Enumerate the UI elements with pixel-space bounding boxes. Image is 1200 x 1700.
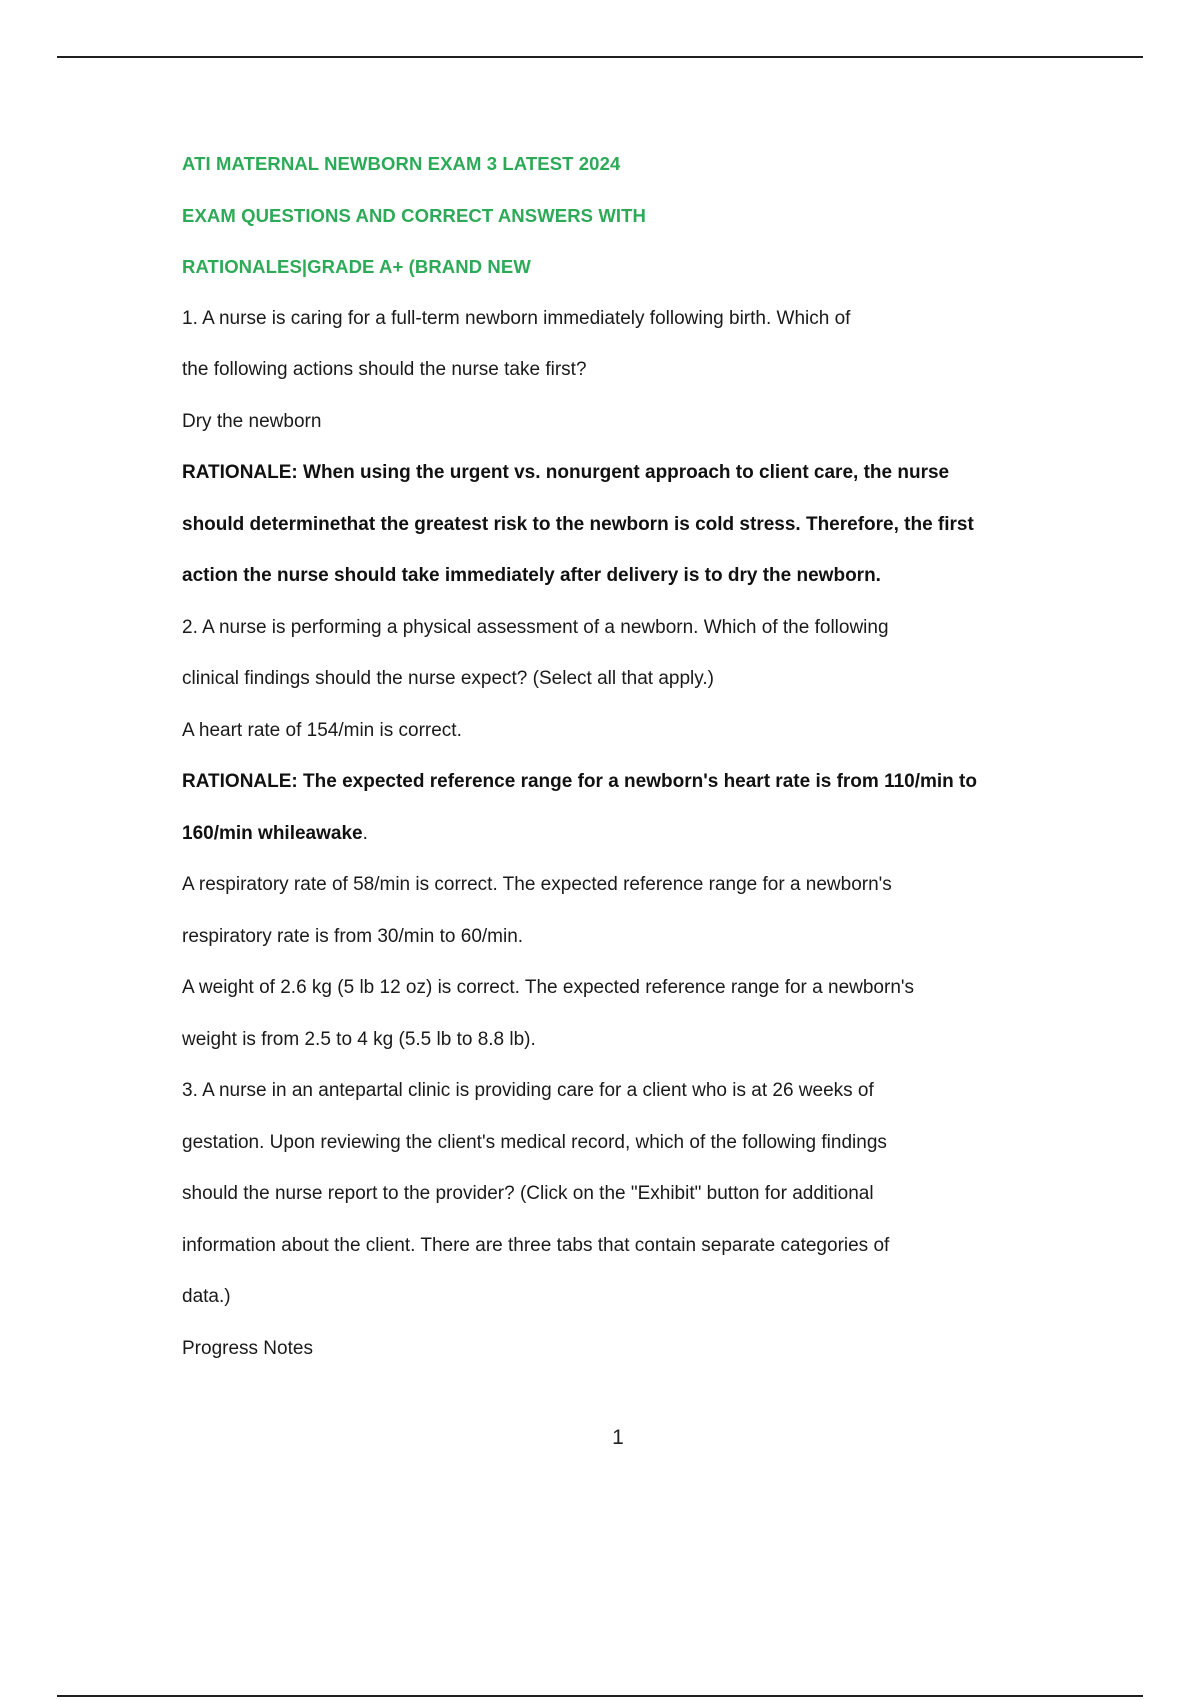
document-title-line-3: RATIONALES|GRADE A+ (BRAND NEW xyxy=(182,256,531,277)
document-title-line-1: ATI MATERNAL NEWBORN EXAM 3 LATEST 2024 xyxy=(182,153,621,174)
question-2-line-1: 2. A nurse is performing a physical assessment of a newborn. Which of the following xyxy=(182,616,889,638)
question-1-line-2: the following actions should the nurse take first? xyxy=(182,359,587,380)
question-2-line-2: clinical findings should the nurse expect? (Select all that apply.) xyxy=(182,668,714,689)
question-3-line-4: information about the client. There are three tabs that contain separate categories of xyxy=(182,1234,890,1256)
question-1-line-1: 1. A nurse is caring for a full-term newborn immediately following birth. Which of xyxy=(182,307,851,329)
question-2-rationale-line-2-period: . xyxy=(362,822,368,844)
question-2-answer-heart-rate: A heart rate of 154/min is correct. xyxy=(182,719,462,741)
question-3-progress-notes: Progress Notes xyxy=(182,1337,313,1359)
question-2-rationale-line-1: RATIONALE: The expected reference range for a newborn's heart rate is from 110/min to xyxy=(182,771,977,792)
document-body xyxy=(182,138,1062,1374)
question-3-line-2: gestation. Upon reviewing the client's medical record, which of the following findings xyxy=(182,1131,887,1153)
question-1-rationale-line-1: RATIONALE: When using the urgent vs. nonurgent approach to client care, the nurse xyxy=(182,462,950,483)
question-2-respiratory-line-1: A respiratory rate of 58/min is correct. The expected reference range for a newborn's xyxy=(182,874,892,895)
question-1-rationale-line-2: should determinethat the greatest risk to the newborn is cold stress. Therefore, the first xyxy=(182,513,974,535)
question-2-weight-line-2: weight is from 2.5 to 4 kg (5.5 lb to 8.8 lb). xyxy=(182,1028,536,1050)
top-rule xyxy=(57,56,1143,58)
question-3-line-1: 3. A nurse in an antepartal clinic is providing care for a client who is at 26 weeks of xyxy=(182,1080,874,1101)
question-3-line-3: should the nurse report to the provider? (Click on the "Exhibit" button for additional xyxy=(182,1183,874,1204)
document-title-line-2: EXAM QUESTIONS AND CORRECT ANSWERS WITH xyxy=(182,204,647,226)
page-number: 1 xyxy=(612,1426,624,1449)
question-2-rationale-line-2 xyxy=(182,808,1062,860)
question-2-weight-line-1: A weight of 2.6 kg (5 lb 12 oz) is correct. The expected reference range for a newborn's xyxy=(182,977,915,998)
bottom-rule xyxy=(57,1695,1143,1697)
question-2-rationale-line-2-bold: 160/min whileawake xyxy=(182,822,363,844)
question-3-line-5: data.) xyxy=(182,1286,231,1307)
question-1-answer: Dry the newborn xyxy=(182,410,322,432)
question-2-respiratory-line-2: respiratory rate is from 30/min to 60/min. xyxy=(182,925,524,947)
question-1-rationale-line-3: action the nurse should take immediately after delivery is to dry the newborn. xyxy=(182,565,881,586)
